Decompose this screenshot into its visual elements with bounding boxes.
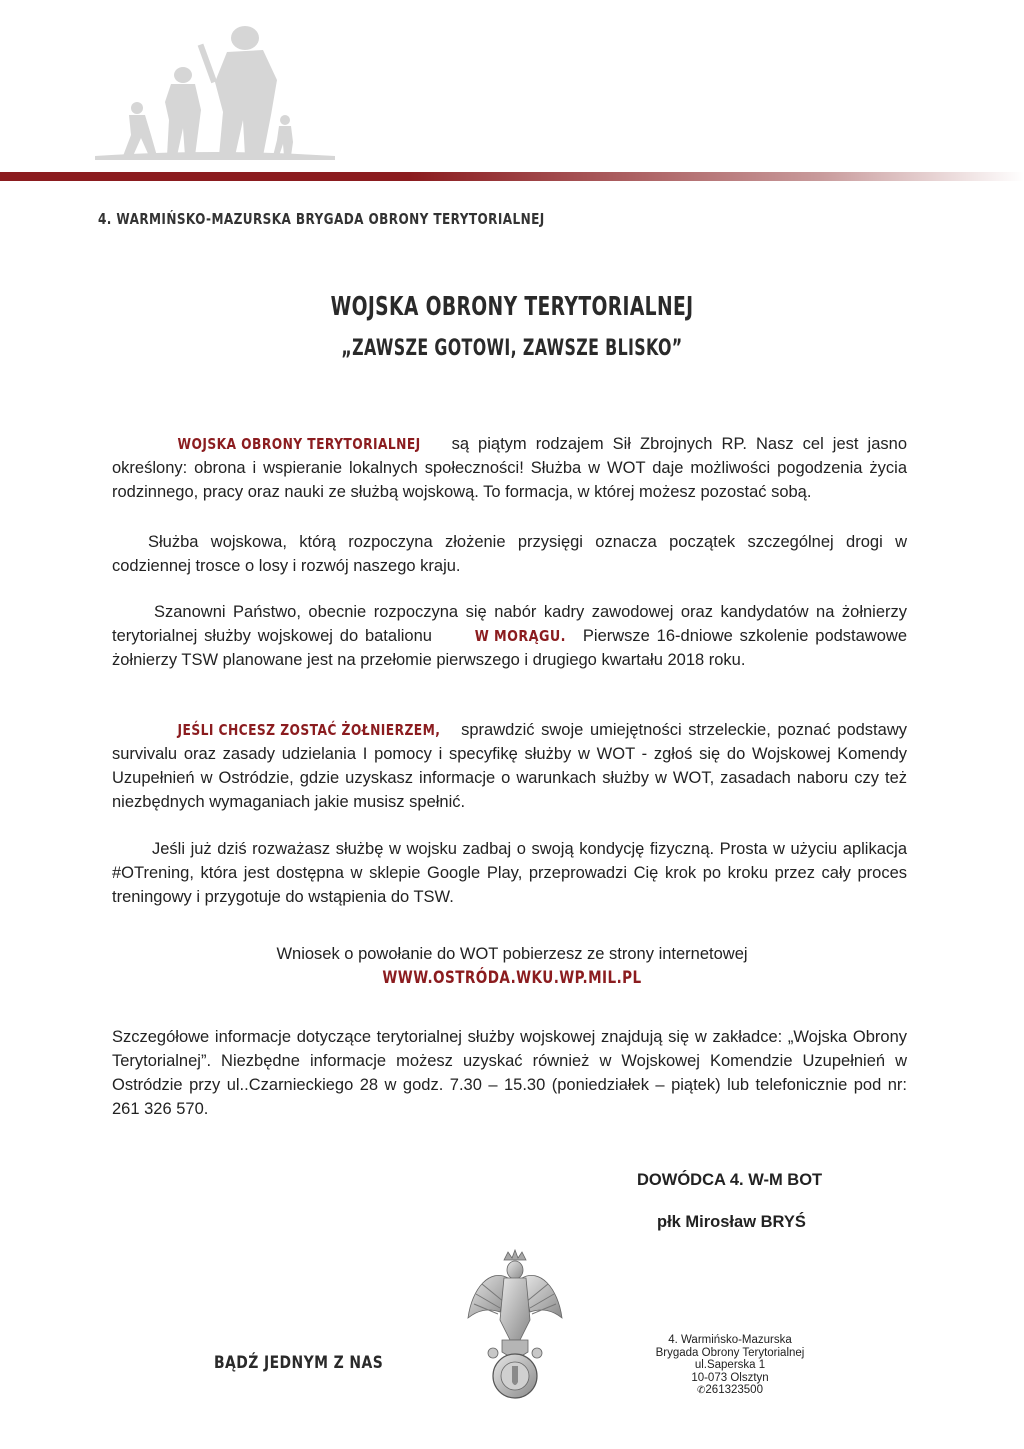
paragraph-recruitment-text-b: Pierwsze 16-dniowe szkolenie podstawowe żołnierzy TSW planowane jest na przełomie pierwszego i drugiego kwartału 2018 roku.: [112, 627, 907, 669]
download-text: Wniosek o powołanie do WOT pobierzesz ze strony internetowej: [276, 945, 748, 963]
footer-slogan: BĄDŹ JEDNYM Z NAS: [214, 1353, 384, 1373]
phone-icon: ✆: [697, 1385, 706, 1396]
soldiers-silhouette-illustration: [95, 20, 335, 160]
location-highlight: W MORĄGU.: [474, 627, 566, 645]
paragraph-intro-text: są piątym rodzajem Sił Zbrojnych RP. Nasz cel jest jasno określony: obrona i wspieranie lokalnych społeczności! Służba w WOT daje możliwości pogodzenia życia rodzinnego, pracy oraz nauki ze służbą wojskową. To formacja, w której możesz pozostać sobą.: [112, 435, 907, 501]
download-url-text: WWW.OSTRÓDA.WKU.WP.MIL.PL: [382, 968, 642, 988]
paragraph-recruitment: [112, 600, 907, 672]
page-title: [0, 292, 1024, 322]
paragraph-fitness: Jeśli już dziś rozważasz służbę w wojsku zadbaj o swoją kondycję fizyczną. Prosta w użyciu aplikacja #OTrening, która jest dostępna w sklepie Google Play, przeprowadzi Cię krok po kroku przez cały proces treningowy i przygotuje do wstąpienia do TSW.: [112, 840, 907, 906]
page-title-line1: WOJSKA OBRONY TERYTORIALNEJ: [330, 292, 694, 322]
paragraph-intro: [112, 432, 907, 504]
brigade-name: 4. WARMIŃSKO-MAZURSKA BRYGADA OBRONY TERYTORIALNEJ: [98, 210, 545, 228]
signature-name: płk Mirosław BRYŚ: [657, 1213, 806, 1231]
phone-line: [640, 1384, 820, 1398]
address-line: Brygada Obrony Terytorialnej: [655, 1346, 805, 1359]
footer-address: [640, 1334, 820, 1398]
eagle-emblem: [460, 1248, 570, 1406]
header-accent-bar: [0, 172, 1024, 181]
address-line: 4. Warmińsko-Mazurska: [668, 1334, 792, 1346]
page-subtitle: [0, 336, 1024, 361]
paragraph-join-lead: JEŚLI CHCESZ ZOSTAĆ ŻOŁNIERZEM,: [177, 721, 441, 739]
paragraph-intro-lead: WOJSKA OBRONY TERYTORIALNEJ: [177, 435, 421, 453]
address-line: 10-073 Olsztyn: [691, 1371, 769, 1384]
download-url-link[interactable]: [0, 968, 1024, 988]
page-title-line2: „ZAWSZE GOTOWI, ZAWSZE BLISKO”: [341, 336, 683, 361]
address-line: ul.Saperska 1: [694, 1359, 766, 1371]
phone-number: 261323500: [705, 1384, 763, 1396]
paragraph-recruitment-text-a: Szanowni Państwo, obecnie rozpoczyna się nabór kadry zawodowej oraz kandydatów na żołnierzy terytorialnej służby wojskowej do batalionu: [112, 603, 907, 645]
signature-role: DOWÓDCA 4. W-M BOT: [637, 1171, 823, 1189]
paragraph-service: Służba wojskowa, którą rozpoczyna złożenie przysięgi oznacza początek szczególnej drogi w codziennej trosce o losy i rozwój naszego kraju.: [112, 533, 907, 575]
paragraph-details: Szczegółowe informacje dotyczące terytorialnej służby wojskowej znajdują się w zakładce: „Wojska Obrony Terytorialnej”. Niezbędne informacje możesz uzyskać również w Wojskowej Komendzie Uzupełnień w Ostródzie przy ul..Czarnieckiego 28 w godz. 7.30 – 15.30 (poniedziałek – piątek) lub telefonicznie pod nr: 261 326 570.: [112, 1028, 907, 1118]
paragraph-join-text: sprawdzić swoje umiejętności strzeleckie, poznać podstawy survivalu oraz zasady udzielania I pomocy i specyfikę służby w WOT - zgłoś się do Wojskowej Komendy Uzupełnień w Ostródzie, gdzie uzyskasz informacje o warunkach służby w WOT, zasadach naboru czy też niezbędnych wymaganiach jakie musisz spełnić.: [112, 721, 907, 811]
paragraph-join: [112, 718, 907, 814]
